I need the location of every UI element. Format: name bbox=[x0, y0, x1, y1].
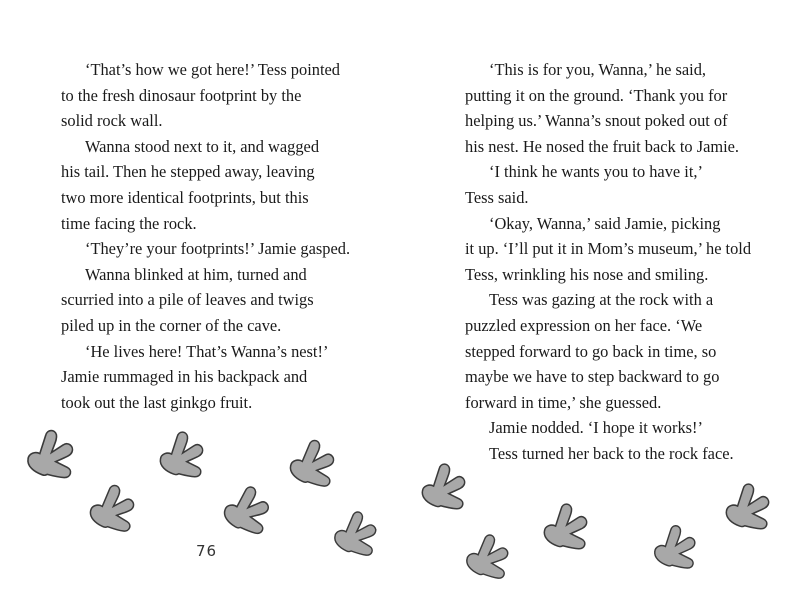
page-number: 76 bbox=[196, 542, 218, 560]
right-page-text-line: Tess said. bbox=[465, 187, 529, 207]
left-page-text-line: time facing the rock. bbox=[61, 213, 197, 233]
right-page-text-line: puzzled expression on her face. ‘We bbox=[465, 315, 703, 335]
left-page-text-line: ‘He lives here! That’s Wanna’s nest!’ bbox=[85, 341, 329, 361]
left-page-text-line: two more identical footprints, but this bbox=[61, 187, 309, 207]
left-page-text-line: solid rock wall. bbox=[61, 111, 163, 131]
right-page-text-line: ‘This is for you, Wanna,’ he said, bbox=[489, 60, 707, 79]
right-page-text-line: ‘Okay, Wanna,’ said Jamie, picking bbox=[489, 213, 721, 233]
left-page-text-line: to the fresh dinosaur footprint by the bbox=[61, 85, 302, 105]
left-page-text-line: his tail. Then he stepped away, leaving bbox=[61, 162, 315, 182]
right-page-text-line: Tess was gazing at the rock with a bbox=[489, 290, 714, 310]
right-page-text-line: ‘I think he wants you to have it,’ bbox=[489, 162, 703, 182]
right-page-text-line: stepped forward to go back in time, so bbox=[465, 341, 717, 361]
right-page-text-line: Tess, wrinkling his nose and smiling. bbox=[465, 264, 709, 284]
right-page bbox=[405, 0, 810, 600]
left-page-text-line: piled up in the corner of the cave. bbox=[61, 315, 282, 335]
right-page-text-line: his nest. He nosed the fruit back to Jamie. bbox=[465, 136, 740, 156]
left-page-text-line: ‘That’s how we got here!’ Tess pointed bbox=[85, 60, 340, 79]
left-page-text-line: Jamie rummaged in his backpack and bbox=[61, 367, 308, 387]
right-page-text-line: helping us.’ Wanna’s snout poked out of bbox=[465, 111, 728, 131]
left-page-text-line: Wanna blinked at him, turned and bbox=[85, 264, 307, 284]
left-text-column bbox=[61, 57, 361, 415]
left-page-text-line: took out the last ginkgo fruit. bbox=[61, 392, 253, 412]
right-page-text-line: forward in time,’ she guessed. bbox=[465, 392, 662, 412]
right-page-text-line: it up. ‘I’ll put it in Mom’s museum,’ he told bbox=[465, 239, 752, 259]
right-text-column bbox=[465, 57, 765, 467]
right-page-text-line: Jamie nodded. ‘I hope it works!’ bbox=[489, 418, 703, 438]
left-page-text-line: scurried into a pile of leaves and twigs bbox=[61, 290, 314, 310]
left-page-text-line: ‘They’re your footprints!’ Jamie gasped. bbox=[85, 239, 351, 259]
right-page-text-line: maybe we have to step backward to go bbox=[465, 367, 720, 387]
right-page-text-line: Tess turned her back to the rock face. bbox=[489, 443, 734, 463]
right-page-text-line: putting it on the ground. ‘Thank you for bbox=[465, 85, 728, 105]
left-page-text-line: Wanna stood next to it, and wagged bbox=[85, 136, 320, 156]
